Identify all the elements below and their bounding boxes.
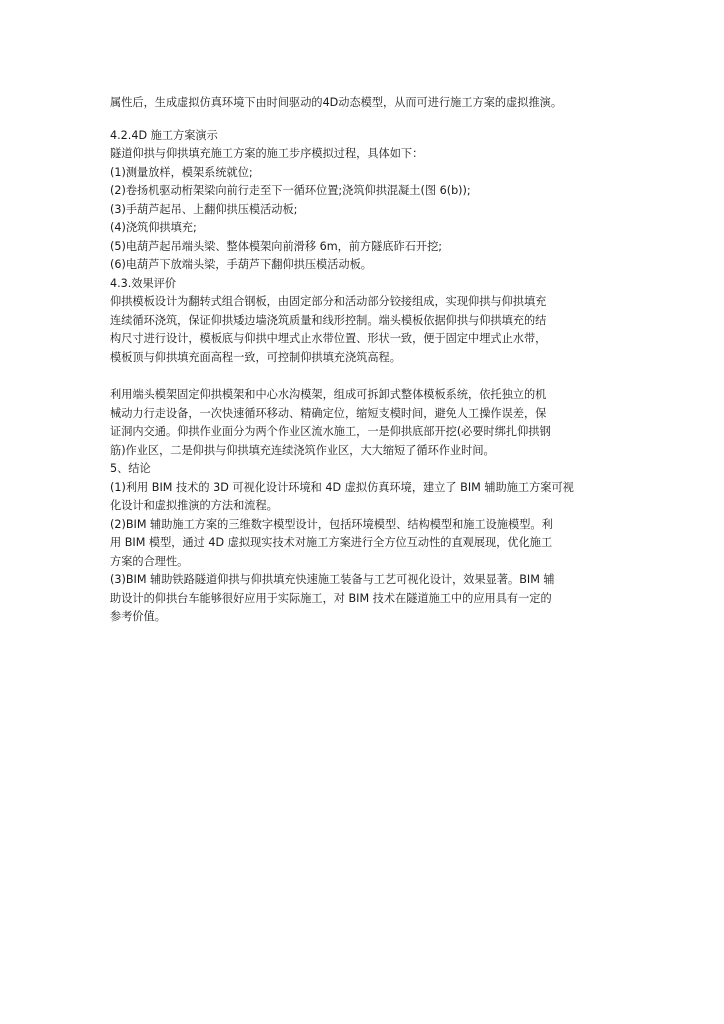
paragraph-line: 筋)作业区，二是仰拱与仰拱填充连续浇筑作业区，大大缩短了循环作业时间。 (110, 443, 495, 457)
paragraph-line: 械动力行走设备，一次快速循环移动、精确定位，缩短支模时间，避免人工操作误差，保 (110, 406, 547, 420)
section-intro: 隧道仰拱与仰拱填充施工方案的施工步序模拟过程，具体如下： (110, 147, 424, 160)
section-heading-4-3: 4.3.效果评价 (110, 276, 177, 290)
step-item: (1)测量放样，模架系统就位; (110, 165, 253, 179)
paragraph-line: 仰拱模板设计为翻转式组合钢板，由固定部分和活动部分铰接组成，实现仰拱与仰拱填充 (110, 295, 547, 308)
section-heading-4-2: 4.2.4D 施工方案演示 (110, 128, 218, 142)
paragraph-line: 构尺寸进行设计，模板底与仰拱中埋式止水带位置、形状一致，便于固定中埋式止水带， (110, 332, 547, 345)
conclusion-line: (2)BIM 辅助施工方案的三维数字模型设计，包括环境模型、结构模型和施工设施模型。利 (110, 517, 553, 531)
conclusion-line: 化设计和虚拟推演的方法和流程。 (110, 499, 278, 512)
conclusion-line: 方案的合理性。 (110, 554, 189, 568)
conclusion-line: 用 BIM 模型，通过 4D 虚拟现实技术对施工方案进行全方位互动性的直观展现，优化施工 (110, 536, 553, 549)
paragraph-line: 模板顶与仰拱填充面高程一致，可控制仰拱填充浇筑高程。 (110, 350, 401, 364)
paragraph-line: 属性后，生成虚拟仿真环境下由时间驱动的4D动态模型，从而可进行施工方案的虚拟推演。 (110, 96, 563, 109)
step-item: (3)手葫芦起吊、上翻仰拱压模活动板; (110, 202, 298, 216)
step-item: (2)卷扬机驱动桁架梁向前行走至下一循环位置;浇筑仰拱混凝土(图 6(b)); (110, 184, 471, 197)
step-item: (4)浇筑仰拱填充; (110, 221, 197, 234)
conclusion-line: (3)BIM 辅助铁路隧道仰拱与仰拱填充快速施工装备与工艺可视化设计，效果显著。BIM 辅 (110, 573, 555, 586)
step-item: (6)电葫芦下放端头梁，手葫芦下翻仰拱压模活动板。 (110, 258, 372, 271)
paragraph-line: 证洞内交通。仰拱作业面分为两个作业区流水施工，一是仰拱底部开挖(必要时绑扎仰拱钢 (110, 425, 551, 438)
conclusion-line: 参考价值。 (110, 610, 166, 623)
document-body (110, 94, 620, 627)
step-item: (5)电葫芦起吊端头梁、整体模架向前滑移 6m，前方隧底砟石开挖; (110, 239, 443, 253)
conclusion-line: 助设计的仰拱台车能够很好应用于实际施工，对 BIM 技术在隧道施工中的应用具有一定的 (110, 591, 552, 605)
paragraph-line: 连续循环浇筑，保证仰拱矮边墙浇筑质量和线形控制。端头模板依据仰拱与仰拱填充的结 (110, 313, 547, 327)
paragraph-line: 利用端头模架固定仰拱模架和中心水沟模架，组成可拆卸式整体模板系统，依托独立的机 (110, 388, 547, 401)
conclusion-line: (1)利用 BIM 技术的 3D 可视化设计环境和 4D 虚拟仿真环境，建立了 BIM 辅助施工方案可视 (110, 480, 574, 494)
section-heading-5: 5、结论 (110, 462, 151, 475)
